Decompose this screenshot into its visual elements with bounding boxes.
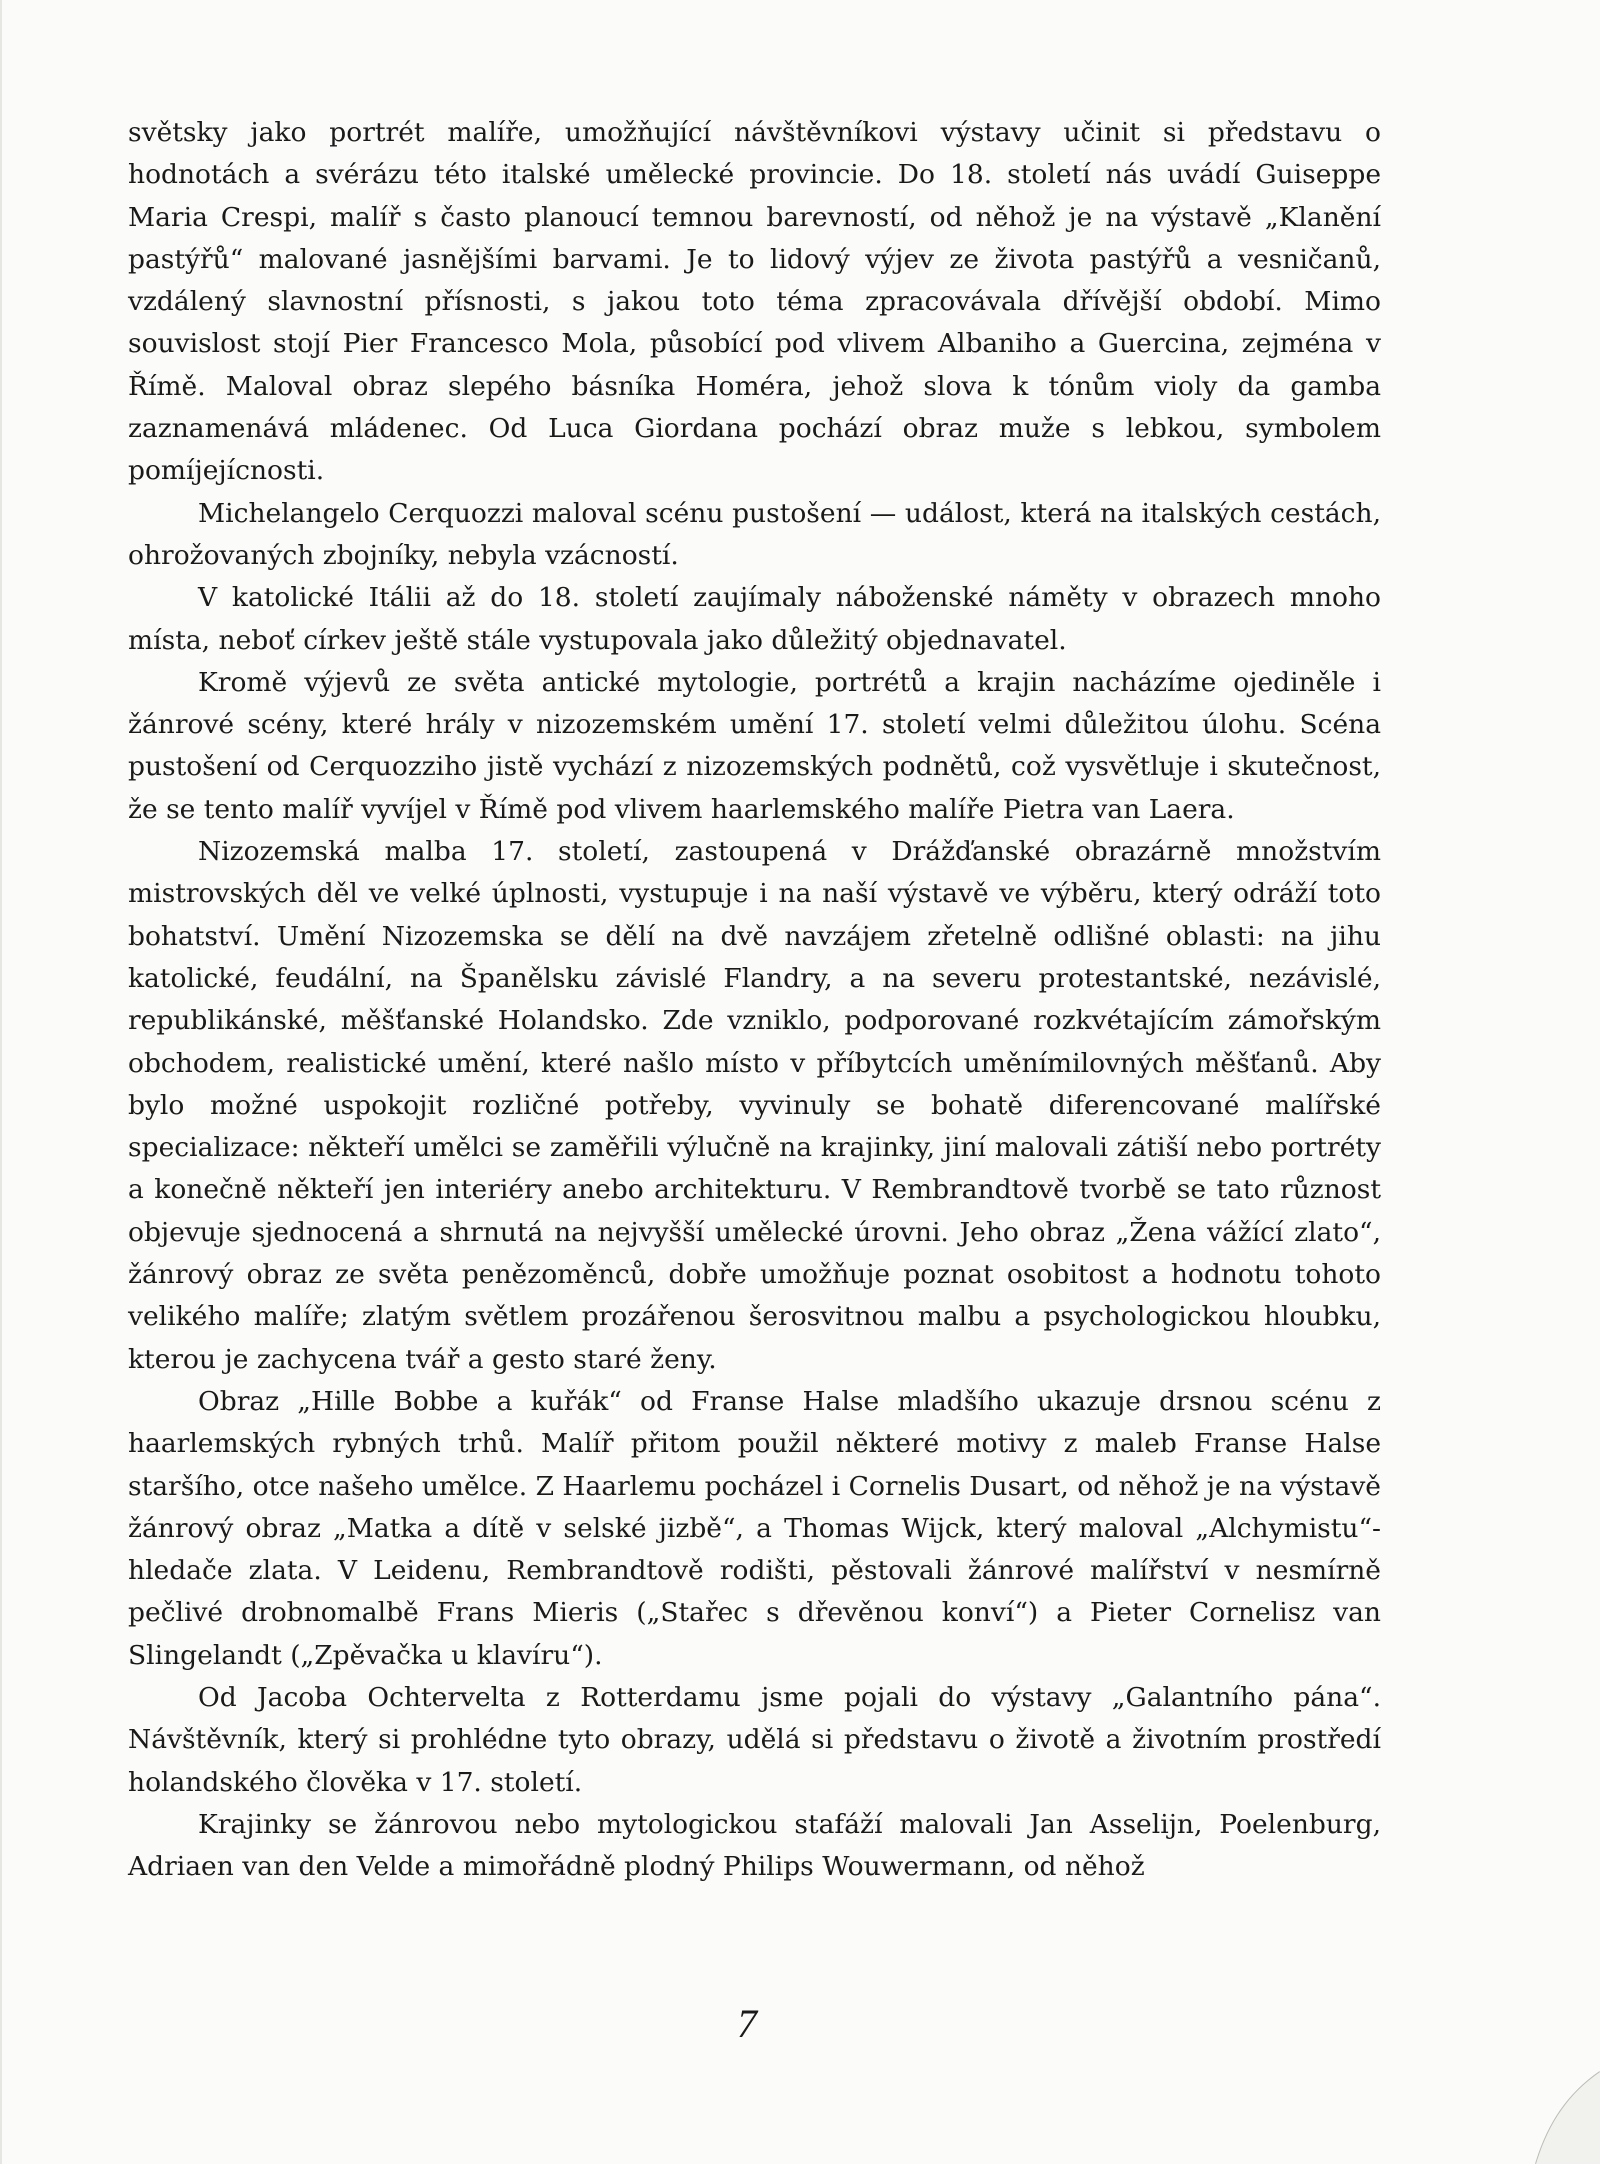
paragraph-cerquozzi: Michelangelo Cerquozzi maloval scénu pustošení — událost, která na italských cestách, ohrožovaných zbojníky, nebyla vzácností.: [128, 497, 1381, 571]
page-number: 7: [737, 2001, 757, 2046]
body-text: [128, 112, 1381, 1888]
paragraph-landscapes: Krajinky se žánrovou nebo mytologickou stafáží malovali Jan Asselijn, Poelenburg, Adriaen van den Velde a mimořádně plodný Philips Wouwermann, od něhož: [128, 1808, 1381, 1883]
paragraph-ochtervelt: Od Jacoba Ochtervelta z Rotterdamu jsme pojali do výstavy „Galantního pána“. Návštěvník, který si prohlédne tyto obrazy, udělá si představu o životě a životním prostředí holandského člověka v 17. století.: [128, 1681, 1381, 1798]
paragraph-catholic-italy: V katolické Itálii až do 18. století zaujímaly náboženské náměty v obrazech mnoho místa, neboť církev ještě stále vystupovala jako důležitý objednavatel.: [128, 582, 1381, 656]
paragraph-continuation: světsky jako portrét malíře, umožňující návštěvníkovi výstavy učinit si představu o hodnotách a svérázu této italské umělecké provincie. Do 18. století nás uvádí Guiseppe Maria Crespi, malíř s často planoucí temnou barevností, od něhož je na výstavě „Klanění pastýřů“ malované jasnějšími barvami. Je to lidový výjev ze života pastýřů a vesničanů, vzdálený slavnostní přísnosti, s jakou toto téma zpracovávala dřívější období. Mimo souvislost stojí Pier Francesco Mola, působící pod vlivem Albaniho a Guercina, zejména v Římě. Maloval obraz slepého básníka Homéra, jehož slova k tónům violy da gamba zaznamenává mládenec. Od Luca Giordana pochází obraz muže s lebkou, symbolem pomíjejícnosti.: [128, 117, 1381, 487]
paragraph-genre-scenes: Kromě výjevů ze světa antické mytologie, portrétů a krajin nacházíme ojediněle i žánrové scény, které hrály v nizozemském umění 17. století velmi důležitou úlohu. Scéna pustošení od Cerquozziho jistě vychází z nizozemských podnětů, což vysvětluje i skutečnost, že se tento malíř vyvíjel v Římě pod vlivem haarlemského malíře Pietra van Laera.: [128, 666, 1381, 825]
paragraph-dutch-painting: Nizozemská malba 17. století, zastoupená v Drážďanské obrazárně množstvím mistrovských děl ve velké úplnosti, vystupuje i na naší výstavě ve výběru, který odráží toto bohatství. Umění Nizozemska se dělí na dvě navzájem zřetelně odlišné oblasti: na jihu katolické, feudální, na Španělsku závislé Flandry, a na severu protestantské, nezávislé, republikánské, měšťanské Holandsko. Zde vzniklo, podporované rozkvétajícím zámořským obchodem, realistické umění, které našlo místo v příbytcích uměnímilovných měšťanů. Aby bylo možné uspokojit rozličné potřeby, vyvinuly se bohatě diferencované malířské specializace: někteří umělci se zaměřili výlučně na krajinky, jiní malovali zátiší nebo portréty a konečně někteří jen interiéry anebo architekturu. V Rembrandtově tvorbě se tato různost objevuje sjednocená a shrnutá na nejvyšší umělecké úrovni. Jeho obraz „Žena vážící zlato“, žánrový obraz ze světa penězoměnců, dobře umožňuje poznat osobitost a hodnotu tohoto velikého malíře; zlatým světlem prozářenou šerosvitnou malbu a psychologickou hloubku, kterou je zachycena tvář a gesto staré ženy.: [128, 836, 1381, 1375]
page-corner-curl: [1490, 2054, 1600, 2164]
paragraph-hals: Obraz „Hille Bobbe a kuřák“ od Franse Halse mladšího ukazuje drsnou scénu z haarlemských rybných trhů. Malíř přitom použil některé motivy z maleb Franse Halse staršího, otce našeho umělce. Z Haarlemu pocházel i Cornelis Dusart, od něhož je na výstavě žánrový obraz „Matka a dítě v selské jizbě“, a Thomas Wijck, který maloval „Alchymistu“-hledače zlata. V Leidenu, Rembrandtově rodišti, pěstovali žánrové malířství v nesmírně pečlivé drobnomalbě Frans Mieris („Stařec s dřevěnou konví“) a Pieter Cornelisz van Slingelandt („Zpěvačka u klavíru“).: [128, 1385, 1381, 1671]
